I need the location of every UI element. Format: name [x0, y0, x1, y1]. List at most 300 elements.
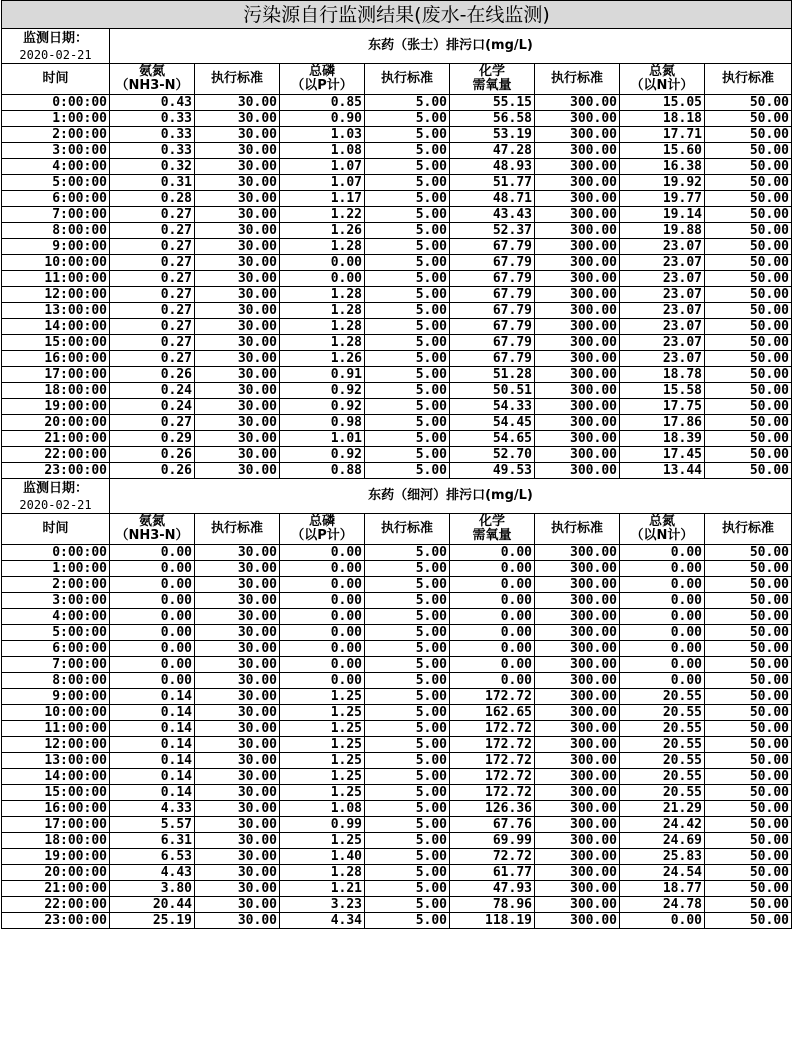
header-total-phosphorus: 总磷 （以P计） [280, 64, 365, 95]
table-row [2, 561, 792, 577]
cell-nh3-std: 30.00 [195, 609, 280, 625]
cell-tp: 1.28 [280, 303, 365, 319]
cell-nh3-std: 30.00 [195, 287, 280, 303]
cell-tp-std: 5.00 [365, 801, 450, 817]
cell-tn: 15.05 [620, 95, 705, 111]
cell-tn-std: 50.00 [705, 849, 792, 865]
cell-time: 16:00:00 [2, 351, 110, 367]
cell-time: 3:00:00 [2, 143, 110, 159]
cell-cod: 55.15 [450, 95, 535, 111]
cell-tp: 0.00 [280, 271, 365, 287]
cell-tp: 1.07 [280, 159, 365, 175]
cell-nh3: 0.14 [110, 689, 195, 705]
table-row [2, 431, 792, 447]
cell-cod-std: 300.00 [535, 561, 620, 577]
cell-cod: 54.65 [450, 431, 535, 447]
cell-cod-std: 300.00 [535, 673, 620, 689]
table-row [2, 143, 792, 159]
cell-tn-std: 50.00 [705, 319, 792, 335]
cell-tp: 0.90 [280, 111, 365, 127]
cell-tn-std: 50.00 [705, 207, 792, 223]
cell-nh3-std: 30.00 [195, 255, 280, 271]
cell-nh3: 0.00 [110, 561, 195, 577]
cell-nh3-std: 30.00 [195, 849, 280, 865]
cell-time: 5:00:00 [2, 625, 110, 641]
cell-time: 0:00:00 [2, 545, 110, 561]
header-total-phosphorus: 总磷 （以P计） [280, 514, 365, 545]
table-row [2, 175, 792, 191]
cell-tp: 0.00 [280, 641, 365, 657]
cell-nh3: 0.32 [110, 159, 195, 175]
header-standard: 执行标准 [535, 64, 620, 95]
cell-tp: 0.98 [280, 415, 365, 431]
cell-cod-std: 300.00 [535, 753, 620, 769]
cell-cod-std: 300.00 [535, 127, 620, 143]
cell-cod: 69.99 [450, 833, 535, 849]
header-total-nitrogen: 总氮 （以N计） [620, 514, 705, 545]
cell-cod: 162.65 [450, 705, 535, 721]
cell-nh3-std: 30.00 [195, 801, 280, 817]
cell-tn-std: 50.00 [705, 881, 792, 897]
cell-tp-std: 5.00 [365, 849, 450, 865]
cell-tp: 0.00 [280, 673, 365, 689]
cell-cod: 172.72 [450, 721, 535, 737]
cell-cod: 0.00 [450, 561, 535, 577]
cell-tn: 25.83 [620, 849, 705, 865]
cell-nh3-std: 30.00 [195, 545, 280, 561]
cell-nh3-std: 30.00 [195, 207, 280, 223]
cell-cod-std: 300.00 [535, 865, 620, 881]
table-row [2, 303, 792, 319]
cell-cod: 48.71 [450, 191, 535, 207]
cell-nh3: 0.00 [110, 673, 195, 689]
cell-cod: 67.79 [450, 255, 535, 271]
cell-tn-std: 50.00 [705, 367, 792, 383]
cell-tp: 1.28 [280, 239, 365, 255]
cell-tp: 1.08 [280, 143, 365, 159]
table-row [2, 111, 792, 127]
cell-cod-std: 300.00 [535, 367, 620, 383]
cell-nh3-std: 30.00 [195, 111, 280, 127]
cell-tp: 0.00 [280, 657, 365, 673]
cell-tn: 13.44 [620, 463, 705, 479]
table-row [2, 769, 792, 785]
cell-nh3-std: 30.00 [195, 785, 280, 801]
cell-cod: 172.72 [450, 769, 535, 785]
cell-tn: 24.54 [620, 865, 705, 881]
cell-tn-std: 50.00 [705, 865, 792, 881]
cell-nh3: 0.27 [110, 271, 195, 287]
cell-tp-std: 5.00 [365, 287, 450, 303]
cell-cod: 67.79 [450, 351, 535, 367]
cell-nh3-std: 30.00 [195, 817, 280, 833]
cell-tn: 20.55 [620, 769, 705, 785]
cell-nh3: 0.14 [110, 705, 195, 721]
cell-cod: 50.51 [450, 383, 535, 399]
cell-cod-std: 300.00 [535, 255, 620, 271]
cell-tp-std: 5.00 [365, 657, 450, 673]
column-header-row [2, 64, 792, 95]
cell-time: 4:00:00 [2, 609, 110, 625]
cell-tp: 1.25 [280, 721, 365, 737]
cell-tn: 15.58 [620, 383, 705, 399]
table-row [2, 545, 792, 561]
cell-cod-std: 300.00 [535, 913, 620, 929]
cell-nh3-std: 30.00 [195, 641, 280, 657]
cell-tp: 0.91 [280, 367, 365, 383]
cell-nh3-std: 30.00 [195, 335, 280, 351]
cell-cod: 67.79 [450, 287, 535, 303]
cell-nh3-std: 30.00 [195, 399, 280, 415]
table-row [2, 817, 792, 833]
cell-tn-std: 50.00 [705, 335, 792, 351]
cell-nh3-std: 30.00 [195, 351, 280, 367]
table-row [2, 657, 792, 673]
cell-nh3: 0.14 [110, 769, 195, 785]
report-title: 污染源自行监测结果(废水-在线监测) [2, 1, 792, 29]
cell-tn: 18.18 [620, 111, 705, 127]
cell-time: 14:00:00 [2, 769, 110, 785]
cell-nh3: 0.24 [110, 383, 195, 399]
cell-nh3-std: 30.00 [195, 753, 280, 769]
monitoring-date [2, 29, 110, 64]
cell-nh3: 0.28 [110, 191, 195, 207]
header-standard: 执行标准 [535, 514, 620, 545]
cell-tp: 0.85 [280, 95, 365, 111]
cell-tn-std: 50.00 [705, 383, 792, 399]
cell-nh3-std: 30.00 [195, 447, 280, 463]
cell-cod: 43.43 [450, 207, 535, 223]
cell-time: 2:00:00 [2, 577, 110, 593]
cell-cod: 61.77 [450, 865, 535, 881]
cell-cod: 67.76 [450, 817, 535, 833]
cell-cod: 172.72 [450, 785, 535, 801]
table-row [2, 849, 792, 865]
cell-nh3-std: 30.00 [195, 593, 280, 609]
cell-tn: 18.39 [620, 431, 705, 447]
cell-time: 11:00:00 [2, 271, 110, 287]
cell-tn-std: 50.00 [705, 447, 792, 463]
cell-time: 4:00:00 [2, 159, 110, 175]
cell-cod-std: 300.00 [535, 223, 620, 239]
cell-nh3-std: 30.00 [195, 143, 280, 159]
cell-time: 13:00:00 [2, 753, 110, 769]
cell-tp-std: 5.00 [365, 641, 450, 657]
cell-cod-std: 300.00 [535, 287, 620, 303]
cell-tp-std: 5.00 [365, 95, 450, 111]
cell-cod: 67.79 [450, 303, 535, 319]
cell-tn: 23.07 [620, 239, 705, 255]
table-row [2, 351, 792, 367]
cell-tn-std: 50.00 [705, 111, 792, 127]
cell-nh3-std: 30.00 [195, 561, 280, 577]
cell-cod: 126.36 [450, 801, 535, 817]
cell-tp: 1.21 [280, 881, 365, 897]
cell-tp-std: 5.00 [365, 447, 450, 463]
cell-tn: 20.55 [620, 689, 705, 705]
outlet-name: 东药（张士）排污口(mg/L) [110, 29, 792, 64]
cell-nh3: 0.14 [110, 785, 195, 801]
cell-nh3-std: 30.00 [195, 721, 280, 737]
cell-time: 6:00:00 [2, 191, 110, 207]
cell-tp-std: 5.00 [365, 143, 450, 159]
header-time: 时间 [2, 64, 110, 95]
cell-tn-std: 50.00 [705, 191, 792, 207]
cell-tn: 0.00 [620, 657, 705, 673]
cell-tn: 17.75 [620, 399, 705, 415]
cell-cod: 172.72 [450, 737, 535, 753]
cell-tn-std: 50.00 [705, 593, 792, 609]
cell-time: 8:00:00 [2, 673, 110, 689]
cell-tp: 1.26 [280, 223, 365, 239]
cell-cod: 0.00 [450, 609, 535, 625]
cell-cod: 78.96 [450, 897, 535, 913]
cell-tn-std: 50.00 [705, 545, 792, 561]
monitoring-report-table [1, 0, 792, 929]
cell-cod-std: 300.00 [535, 159, 620, 175]
cell-tp: 4.34 [280, 913, 365, 929]
cell-time: 2:00:00 [2, 127, 110, 143]
header-cod: 化学 需氧量 [450, 514, 535, 545]
table-row [2, 673, 792, 689]
cell-tp: 0.00 [280, 625, 365, 641]
cell-tn-std: 50.00 [705, 705, 792, 721]
cell-nh3: 0.00 [110, 641, 195, 657]
section-header-row [2, 29, 792, 64]
cell-nh3-std: 30.00 [195, 431, 280, 447]
cell-time: 13:00:00 [2, 303, 110, 319]
cell-tp-std: 5.00 [365, 303, 450, 319]
cell-tp: 1.22 [280, 207, 365, 223]
cell-tn: 17.45 [620, 447, 705, 463]
cell-cod: 47.28 [450, 143, 535, 159]
cell-nh3-std: 30.00 [195, 577, 280, 593]
cell-cod: 51.28 [450, 367, 535, 383]
cell-tn-std: 50.00 [705, 431, 792, 447]
cell-tn-std: 50.00 [705, 641, 792, 657]
header-standard: 执行标准 [705, 64, 792, 95]
cell-nh3: 0.29 [110, 431, 195, 447]
cell-cod: 72.72 [450, 849, 535, 865]
cell-nh3-std: 30.00 [195, 223, 280, 239]
cell-nh3: 0.26 [110, 367, 195, 383]
cell-tn-std: 50.00 [705, 463, 792, 479]
cell-cod: 0.00 [450, 545, 535, 561]
table-row [2, 737, 792, 753]
monitoring-date [2, 479, 110, 514]
cell-cod-std: 300.00 [535, 431, 620, 447]
cell-tn-std: 50.00 [705, 415, 792, 431]
cell-tn-std: 50.00 [705, 223, 792, 239]
cell-tp: 1.03 [280, 127, 365, 143]
cell-time: 17:00:00 [2, 817, 110, 833]
table-row [2, 367, 792, 383]
cell-tn: 0.00 [620, 641, 705, 657]
cell-nh3-std: 30.00 [195, 865, 280, 881]
table-row [2, 785, 792, 801]
cell-nh3-std: 30.00 [195, 881, 280, 897]
cell-tp: 1.25 [280, 705, 365, 721]
cell-nh3-std: 30.00 [195, 705, 280, 721]
cell-nh3: 0.14 [110, 721, 195, 737]
cell-nh3: 20.44 [110, 897, 195, 913]
cell-nh3: 0.27 [110, 319, 195, 335]
cell-tp: 1.17 [280, 191, 365, 207]
cell-tp-std: 5.00 [365, 367, 450, 383]
cell-nh3-std: 30.00 [195, 673, 280, 689]
cell-nh3: 0.14 [110, 753, 195, 769]
cell-nh3-std: 30.00 [195, 737, 280, 753]
cell-cod: 0.00 [450, 641, 535, 657]
cell-tp-std: 5.00 [365, 399, 450, 415]
cell-tp: 0.88 [280, 463, 365, 479]
table-row [2, 689, 792, 705]
cell-tn: 0.00 [620, 561, 705, 577]
cell-cod-std: 300.00 [535, 577, 620, 593]
cell-tn: 19.88 [620, 223, 705, 239]
cell-cod: 48.93 [450, 159, 535, 175]
cell-time: 11:00:00 [2, 721, 110, 737]
cell-tn: 0.00 [620, 593, 705, 609]
header-time: 时间 [2, 514, 110, 545]
cell-nh3-std: 30.00 [195, 689, 280, 705]
cell-nh3: 3.80 [110, 881, 195, 897]
cell-time: 9:00:00 [2, 689, 110, 705]
cell-nh3-std: 30.00 [195, 367, 280, 383]
cell-time: 10:00:00 [2, 255, 110, 271]
cell-time: 19:00:00 [2, 399, 110, 415]
cell-nh3-std: 30.00 [195, 191, 280, 207]
cell-time: 17:00:00 [2, 367, 110, 383]
cell-cod-std: 300.00 [535, 689, 620, 705]
table-row [2, 593, 792, 609]
cell-tn-std: 50.00 [705, 143, 792, 159]
table-row [2, 287, 792, 303]
cell-cod-std: 300.00 [535, 351, 620, 367]
cell-cod-std: 300.00 [535, 737, 620, 753]
section-header-row [2, 479, 792, 514]
table-row [2, 833, 792, 849]
cell-nh3: 0.00 [110, 545, 195, 561]
cell-cod-std: 300.00 [535, 335, 620, 351]
cell-cod-std: 300.00 [535, 319, 620, 335]
cell-cod-std: 300.00 [535, 545, 620, 561]
cell-cod: 53.19 [450, 127, 535, 143]
column-header-row [2, 514, 792, 545]
cell-tn: 0.00 [620, 913, 705, 929]
cell-nh3: 0.33 [110, 127, 195, 143]
cell-tn-std: 50.00 [705, 271, 792, 287]
cell-cod-std: 300.00 [535, 801, 620, 817]
cell-time: 16:00:00 [2, 801, 110, 817]
cell-tp-std: 5.00 [365, 785, 450, 801]
cell-time: 14:00:00 [2, 319, 110, 335]
cell-tn-std: 50.00 [705, 95, 792, 111]
date-value: 2020-02-21 [19, 47, 92, 62]
cell-tn-std: 50.00 [705, 801, 792, 817]
cell-tp: 1.25 [280, 753, 365, 769]
cell-cod-std: 300.00 [535, 175, 620, 191]
cell-cod: 172.72 [450, 753, 535, 769]
cell-nh3-std: 30.00 [195, 239, 280, 255]
cell-nh3: 0.24 [110, 399, 195, 415]
cell-cod-std: 300.00 [535, 657, 620, 673]
cell-cod: 0.00 [450, 657, 535, 673]
cell-tn: 17.71 [620, 127, 705, 143]
cell-time: 23:00:00 [2, 463, 110, 479]
cell-tp: 0.92 [280, 447, 365, 463]
cell-time: 15:00:00 [2, 785, 110, 801]
cell-time: 12:00:00 [2, 737, 110, 753]
cell-nh3: 25.19 [110, 913, 195, 929]
cell-nh3-std: 30.00 [195, 657, 280, 673]
table-row [2, 753, 792, 769]
cell-tp: 1.28 [280, 865, 365, 881]
cell-nh3-std: 30.00 [195, 913, 280, 929]
cell-tn: 23.07 [620, 271, 705, 287]
table-row [2, 463, 792, 479]
table-row [2, 255, 792, 271]
cell-tn: 23.07 [620, 319, 705, 335]
cell-tn: 16.38 [620, 159, 705, 175]
header-total-nitrogen: 总氮 （以N计） [620, 64, 705, 95]
cell-tn: 23.07 [620, 303, 705, 319]
cell-time: 6:00:00 [2, 641, 110, 657]
cell-time: 20:00:00 [2, 865, 110, 881]
cell-tn: 0.00 [620, 577, 705, 593]
cell-nh3-std: 30.00 [195, 175, 280, 191]
cell-tn: 18.77 [620, 881, 705, 897]
cell-tn: 19.14 [620, 207, 705, 223]
cell-tn-std: 50.00 [705, 239, 792, 255]
cell-nh3: 0.27 [110, 255, 195, 271]
cell-tp: 3.23 [280, 897, 365, 913]
table-row [2, 191, 792, 207]
cell-tp: 1.25 [280, 769, 365, 785]
cell-tp-std: 5.00 [365, 545, 450, 561]
cell-nh3-std: 30.00 [195, 319, 280, 335]
cell-time: 22:00:00 [2, 897, 110, 913]
cell-tn: 0.00 [620, 673, 705, 689]
table-row [2, 239, 792, 255]
cell-tp-std: 5.00 [365, 319, 450, 335]
table-row [2, 415, 792, 431]
cell-time: 1:00:00 [2, 561, 110, 577]
cell-time: 21:00:00 [2, 431, 110, 447]
cell-tn: 20.55 [620, 753, 705, 769]
cell-tn-std: 50.00 [705, 689, 792, 705]
table-row [2, 577, 792, 593]
cell-nh3: 0.43 [110, 95, 195, 111]
table-row [2, 705, 792, 721]
cell-tn-std: 50.00 [705, 303, 792, 319]
cell-nh3: 6.53 [110, 849, 195, 865]
table-row [2, 223, 792, 239]
cell-tn: 20.55 [620, 785, 705, 801]
cell-tn: 23.07 [620, 351, 705, 367]
cell-tp-std: 5.00 [365, 271, 450, 287]
cell-nh3: 6.31 [110, 833, 195, 849]
cell-time: 23:00:00 [2, 913, 110, 929]
cell-cod: 0.00 [450, 625, 535, 641]
cell-cod: 56.58 [450, 111, 535, 127]
cell-cod-std: 300.00 [535, 207, 620, 223]
cell-tp-std: 5.00 [365, 415, 450, 431]
cell-tp: 0.99 [280, 817, 365, 833]
cell-tp: 1.28 [280, 335, 365, 351]
cell-time: 8:00:00 [2, 223, 110, 239]
cell-tn: 19.92 [620, 175, 705, 191]
